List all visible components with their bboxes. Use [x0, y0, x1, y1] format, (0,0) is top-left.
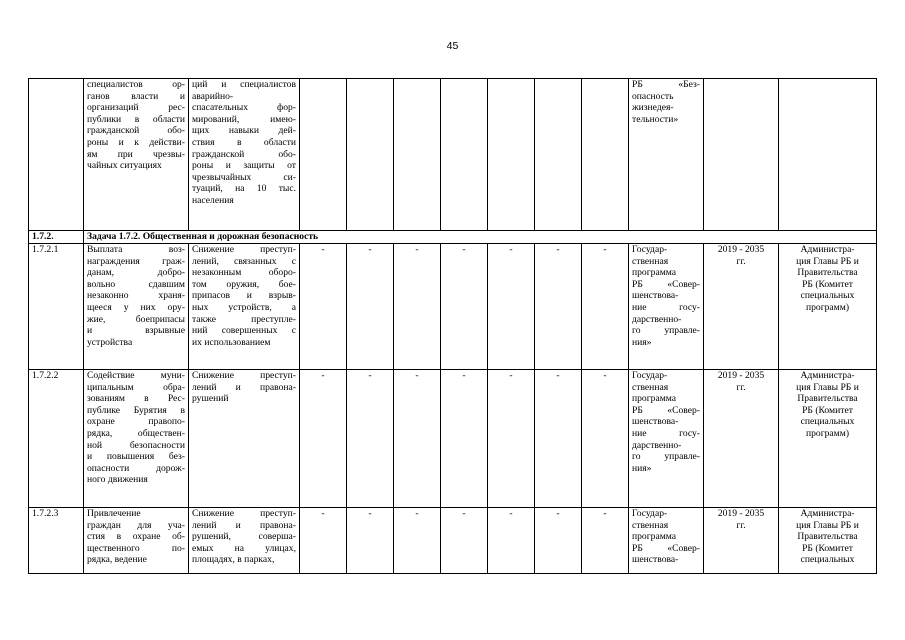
indicator-cell-line: незаконным оборо- [192, 267, 296, 279]
indicator-cell [189, 508, 300, 574]
value-cell [582, 79, 629, 231]
measure-cell-line: ной безопасности [87, 439, 185, 451]
measure-cell-line: рядка, ведение [87, 554, 147, 566]
program-cell-line: ние госу- [632, 301, 700, 313]
indicator-cell-line: ствия в области [192, 136, 296, 148]
measure-cell [84, 370, 189, 508]
executor-cell-line: специальных [800, 554, 855, 566]
indicator-cell-line: роны и защиты от [192, 160, 296, 172]
executor-cell-line: ция Главы РБ и [796, 519, 859, 531]
item-code: 1.7.2.3 [29, 508, 84, 574]
measure-cell-line: незаконно храня- [87, 290, 185, 302]
value-cell [535, 79, 582, 231]
executor-cell [779, 370, 877, 508]
value-cell: - [300, 244, 347, 370]
period-cell [704, 370, 779, 508]
value-cell: - [347, 508, 394, 574]
value-cell [394, 79, 441, 231]
program-cell-line: шенствова- [632, 416, 679, 428]
indicator-cell-line: мирований, имею- [192, 113, 296, 125]
measure-cell-line: рядка, обществен- [87, 427, 185, 439]
program-cell-line: го управле- [632, 325, 700, 337]
executor-cell-line: специальных [800, 290, 855, 302]
measure-cell-line: роны и к действи- [87, 136, 185, 148]
program-cell-line: жизнедея- [632, 102, 674, 114]
executor-cell-line: Администра- [800, 508, 855, 519]
measure-cell [84, 244, 189, 370]
value-cell: - [347, 244, 394, 370]
measure-cell-line: Содействие муни- [87, 370, 185, 381]
item-code: 1.7.2.2 [29, 370, 84, 508]
measure-cell-line: организаций рес- [87, 102, 185, 114]
program-cell-line: дарственно- [632, 439, 682, 451]
table-row [29, 370, 877, 508]
program-cell-line: Государ- [632, 244, 668, 255]
item-code: 1.7.2.1 [29, 244, 84, 370]
program-cell-line: ственная [632, 519, 669, 531]
value-cell: - [582, 508, 629, 574]
measure-cell-line: охране правопо- [87, 416, 185, 428]
value-cell: - [441, 244, 488, 370]
measure-cell-line: ганов власти и [87, 90, 185, 102]
value-cell: - [535, 508, 582, 574]
executor-cell-line: специальных [800, 416, 855, 428]
item-code [29, 79, 84, 231]
program-cell [629, 244, 704, 370]
measure-cell-line: и взрывные [87, 325, 185, 337]
measure-cell-line: устройства [87, 336, 133, 348]
indicator-cell [189, 79, 300, 231]
value-cell: - [394, 370, 441, 508]
indicator-cell-line: том оружия, бое- [192, 278, 296, 290]
indicator-cell-line: лений и правона- [192, 381, 296, 393]
value-cell: - [394, 244, 441, 370]
measure-cell-line: публики в области [87, 113, 185, 125]
indicator-cell-line: емых на улицах, [192, 542, 296, 554]
indicator-cell-line: также преступле- [192, 313, 296, 325]
executor-cell-line: программ) [805, 427, 850, 439]
program-cell-line: РБ «Совер- [632, 542, 700, 554]
measure-cell-line: публике Бурятия в [87, 404, 185, 416]
page-number: 45 [446, 40, 459, 52]
period-cell [704, 508, 779, 574]
program-cell-line: шенствова- [632, 290, 679, 302]
measure-cell-line: награждения граж- [87, 255, 185, 267]
program-cell-line: РБ «Совер- [632, 404, 700, 416]
value-cell: - [300, 508, 347, 574]
measure-cell-line: чайных ситуациях [87, 160, 162, 172]
indicator-cell-line: лений и правона- [192, 519, 296, 531]
program-cell-line: Государ- [632, 508, 668, 519]
program-cell-line: программа [632, 393, 677, 405]
indicator-cell-line: гражданской обо- [192, 148, 296, 160]
program-cell-line: шенствова- [632, 554, 679, 566]
period-cell-line: 2019 - 2035 [717, 370, 765, 381]
table-body [29, 79, 877, 574]
measure-cell-line: стия в охране об- [87, 531, 185, 543]
value-cell: - [441, 508, 488, 574]
period-cell [704, 244, 779, 370]
executor-cell-line: Правительства [797, 267, 858, 279]
measure-cell [84, 508, 189, 574]
executor-cell-line: РБ (Комитет [802, 404, 853, 416]
executor-cell-line: Правительства [797, 393, 858, 405]
indicator-cell-line: рушений, соверша- [192, 531, 296, 543]
measure-cell-line: ям при чрезвы- [87, 148, 185, 160]
value-cell [347, 79, 394, 231]
program-cell-line: ственная [632, 255, 669, 267]
period-cell-line: 2019 - 2035 [717, 244, 765, 255]
executor-cell-line: ция Главы РБ и [796, 381, 859, 393]
measure-cell-line: жие, боеприпасы [87, 313, 185, 325]
program-cell-line: тельности» [632, 113, 679, 125]
measure-cell-line: щееся у них ору- [87, 301, 185, 313]
measure-cell-line: опасности дорож- [87, 462, 185, 474]
measure-cell-line: зованиям в Рес- [87, 393, 185, 405]
executor-cell-line: Правительства [797, 531, 858, 543]
period-cell-line: гг. [736, 255, 746, 267]
program-cell-line: программа [632, 531, 677, 543]
indicator-cell-line: аварийно- [192, 90, 234, 102]
indicator-cell-line: чрезвычайных си- [192, 171, 296, 183]
program-cell [629, 508, 704, 574]
indicator-cell-line: рушений [192, 393, 229, 405]
measure-cell-line: ного движения [87, 474, 148, 486]
value-cell: - [535, 370, 582, 508]
executor-cell-line: Администра- [800, 370, 855, 381]
program-cell-line: дарственно- [632, 313, 682, 325]
executor-cell [779, 244, 877, 370]
program-cell-line: ния» [632, 462, 652, 474]
program-table [28, 78, 877, 574]
value-cell: - [441, 370, 488, 508]
value-cell: - [582, 370, 629, 508]
task-title: Задача 1.7.2. Общественная и дорожная безопасность [84, 231, 877, 244]
indicator-cell-line: лений, связанных с [192, 255, 296, 267]
indicator-cell-line: припасов и взрыв- [192, 290, 296, 302]
program-cell-line: программа [632, 267, 677, 279]
value-cell: - [300, 370, 347, 508]
period-cell [704, 79, 779, 231]
measure-cell-line: ципальным обра- [87, 381, 185, 393]
indicator-cell-line: ных устройств, а [192, 301, 296, 313]
indicator-cell-line: их использованием [192, 336, 271, 348]
executor-cell-line: РБ (Комитет [802, 278, 853, 290]
table-row [29, 244, 877, 370]
measure-cell-line: щественного по- [87, 542, 185, 554]
indicator-cell-line: ний совершенных с [192, 325, 296, 337]
executor-cell [779, 79, 877, 231]
period-cell-line: гг. [736, 519, 746, 531]
executor-cell-line: программ) [805, 301, 850, 313]
program-cell-line: РБ «Без- [632, 79, 700, 90]
program-cell-line: РБ «Совер- [632, 278, 700, 290]
task-code: 1.7.2. [29, 231, 84, 244]
indicator-cell-line: ций и специалистов [192, 79, 296, 90]
value-cell: - [347, 370, 394, 508]
indicator-cell-line: щих навыки дей- [192, 125, 296, 137]
measure-cell-line: Привлечение [87, 508, 141, 519]
indicator-cell-line: Снижение преступ- [192, 244, 296, 255]
value-cell: - [535, 244, 582, 370]
value-cell [300, 79, 347, 231]
table-row [29, 79, 877, 231]
period-cell-line: 2019 - 2035 [717, 508, 765, 519]
value-cell [441, 79, 488, 231]
program-cell [629, 79, 704, 231]
indicator-cell [189, 370, 300, 508]
program-cell [629, 370, 704, 508]
value-cell: - [488, 508, 535, 574]
program-cell-line: Государ- [632, 370, 668, 381]
measure-cell-line: граждан для уча- [87, 519, 185, 531]
value-cell: - [582, 244, 629, 370]
measure-cell-line: вольно сдавшим [87, 278, 185, 290]
measure-cell-line: специалистов ор- [87, 79, 185, 90]
table-row [29, 508, 877, 574]
value-cell [488, 79, 535, 231]
measure-cell-line: и повышения без- [87, 451, 185, 463]
indicator-cell-line: Снижение преступ- [192, 370, 296, 381]
indicator-cell-line: населения [192, 194, 234, 206]
measure-cell-line: гражданской обо- [87, 125, 185, 137]
indicator-cell-line: площадях, в парках, [192, 554, 275, 566]
executor-cell-line: ция Главы РБ и [796, 255, 859, 267]
executor-cell-line: Администра- [800, 244, 855, 255]
executor-cell [779, 508, 877, 574]
value-cell: - [488, 370, 535, 508]
program-cell-line: ние госу- [632, 427, 700, 439]
value-cell: - [394, 508, 441, 574]
indicator-cell [189, 244, 300, 370]
period-cell-line: гг. [736, 381, 746, 393]
indicator-cell-line: спасательных фор- [192, 102, 296, 114]
measure-cell-line: данам, добро- [87, 267, 185, 279]
program-cell-line: опасность [632, 90, 674, 102]
program-cell-line: го управле- [632, 451, 700, 463]
indicator-cell-line: туаций, на 10 тыс. [192, 183, 296, 195]
measure-cell [84, 79, 189, 231]
task-row [29, 231, 877, 244]
measure-cell-line: Выплата воз- [87, 244, 185, 255]
program-cell-line: ния» [632, 336, 652, 348]
value-cell: - [488, 244, 535, 370]
program-cell-line: ственная [632, 381, 669, 393]
indicator-cell-line: Снижение преступ- [192, 508, 296, 519]
executor-cell-line: РБ (Комитет [802, 542, 853, 554]
